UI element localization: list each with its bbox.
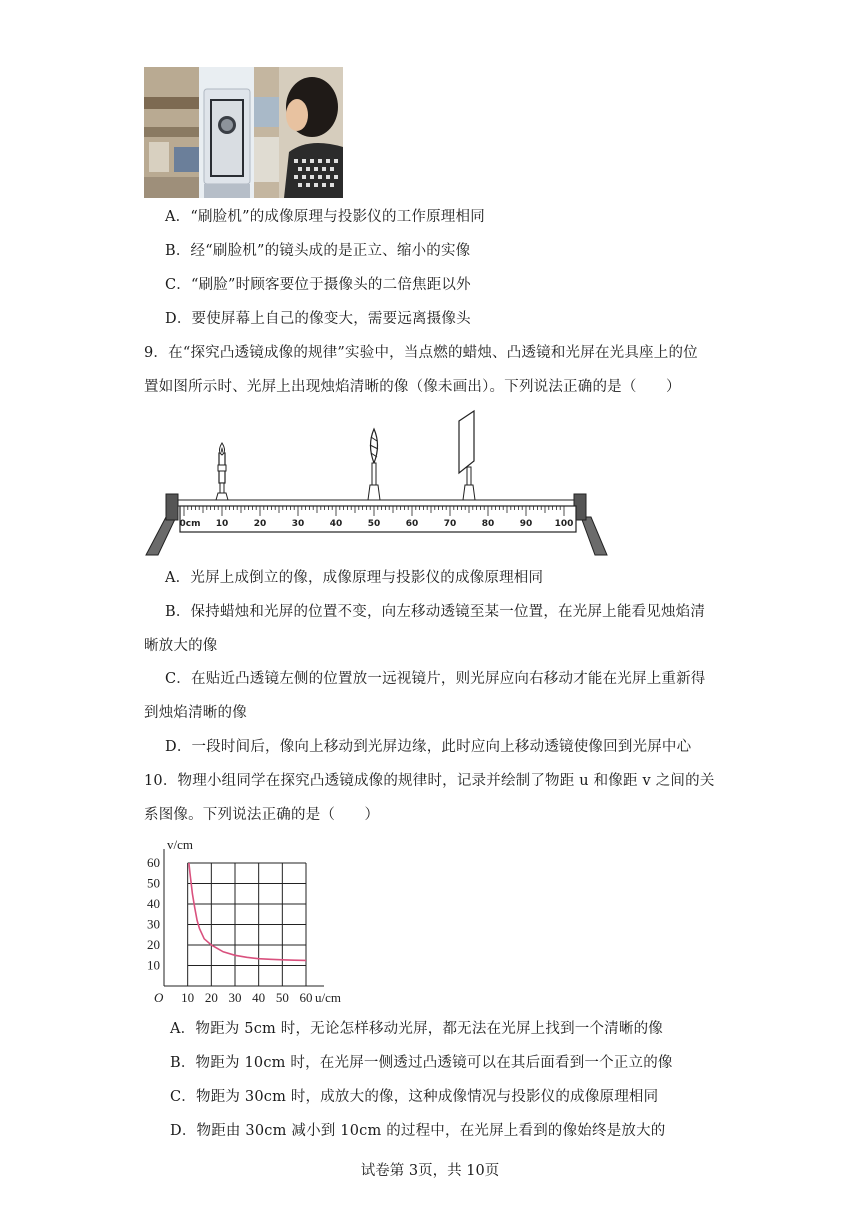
q9-option-a: A．光屏上成倒立的像，成像原理与投影仪的成像原理相同: [165, 570, 544, 586]
q8-option-a: A．“刷脸机”的成像原理与投影仪的工作原理相同: [165, 209, 485, 225]
y-tick-label: 20: [147, 937, 160, 952]
q9-stem-line1: 9．在“探究凸透镜成像的规律”实验中，当点燃的蜡烛、凸透镜和光屏在光具座上的位: [144, 345, 698, 361]
bench-tick-label: 40: [329, 519, 343, 529]
bench-tick-label: 70: [443, 519, 457, 529]
q9-option-c-line1: C．在贴近凸透镜左侧的位置放一远视镜片，则光屏应向右移动才能在光屏上重新得: [165, 671, 706, 687]
q8-option-c: C．“刷脸”时顾客要位于摄像头的二倍焦距以外: [165, 277, 471, 293]
q9-option-b-line1: B．保持蜡烛和光屏的位置不变，向左移动透镜至某一位置，在光屏上能看见烛焰清: [165, 604, 706, 620]
optical-bench-figure: [140, 405, 620, 560]
q10-option-d: D．物距由 30cm 减小到 10cm 的过程中，在光屏上看到的像始终是放大的: [170, 1123, 666, 1139]
x-axis-label: u/cm: [315, 990, 341, 1005]
y-axis-label: v/cm: [167, 837, 193, 852]
bench-tick-label: 0cm: [179, 519, 201, 529]
y-tick-label: 60: [147, 855, 160, 870]
bench-tick-label: 30: [291, 519, 305, 529]
q9-option-b-line2: 晰放大的像: [144, 638, 218, 654]
candle: [216, 443, 228, 500]
x-tick-label: 30: [228, 990, 242, 1005]
x-tick-label: 60: [299, 990, 313, 1005]
origin-label: O: [154, 990, 164, 1005]
bench-tick-label: 90: [519, 519, 533, 529]
y-tick-label: 10: [147, 957, 160, 973]
u-v-curve: [189, 863, 306, 960]
y-tick-label: 40: [147, 896, 160, 911]
bench-tick-label: 60: [405, 519, 419, 529]
x-tick-label: 50: [275, 990, 289, 1005]
bench-tick-label: 100: [554, 519, 574, 529]
u-v-chart: [140, 832, 365, 1012]
q10-option-a: A．物距为 5cm 时，无论怎样移动光屏，都无法在光屏上找到一个清晰的像: [170, 1021, 663, 1037]
bench-tick-label: 20: [253, 519, 267, 529]
q9-stem-line2: 置如图所示时、光屏上出现烛焰清晰的像（像未画出）。下列说法正确的是（ ）: [144, 379, 681, 395]
bench-tick-label: 10: [215, 519, 229, 529]
light-screen: [459, 411, 475, 500]
q8-option-b: B．经“刷脸机”的镜头成的是正立、缩小的实像: [165, 243, 471, 259]
bench-tick-label: 50: [367, 519, 381, 529]
x-tick-label: 40: [252, 990, 266, 1005]
y-tick-label: 30: [147, 916, 160, 932]
page-footer: 试卷第 3页，共 10页: [360, 1163, 500, 1179]
q10-stem-line1: 10．物理小组同学在探究凸透镜成像的规律时，记录并绘制了物距 u 和像距 v 之间的关: [144, 773, 715, 789]
q9-option-d: D．一段时间后，像向上移动到光屏边缘，此时应向上移动透镜使像回到光屏中心: [165, 739, 692, 755]
q10-option-c: C．物距为 30cm 时，成放大的像，这种成像情况与投影仪的成像原理相同: [170, 1089, 659, 1105]
y-tick-label: 50: [147, 875, 160, 891]
convex-lens: [368, 429, 380, 500]
face-scanner-photo: [144, 67, 343, 198]
x-tick-label: 10: [181, 990, 195, 1005]
bench-tick-label: 80: [481, 519, 495, 529]
x-tick-label: 20: [204, 990, 218, 1005]
q10-stem-line2: 系图像。下列说法正确的是（ ）: [144, 807, 380, 823]
q8-option-d: D．要使屏幕上自己的像变大，需要远离摄像头: [165, 311, 471, 327]
q10-option-b: B．物距为 10cm 时，在光屏一侧透过凸透镜可以在其后面看到一个正立的像: [170, 1055, 673, 1071]
q9-option-c-line2: 到烛焰清晰的像: [144, 705, 247, 721]
